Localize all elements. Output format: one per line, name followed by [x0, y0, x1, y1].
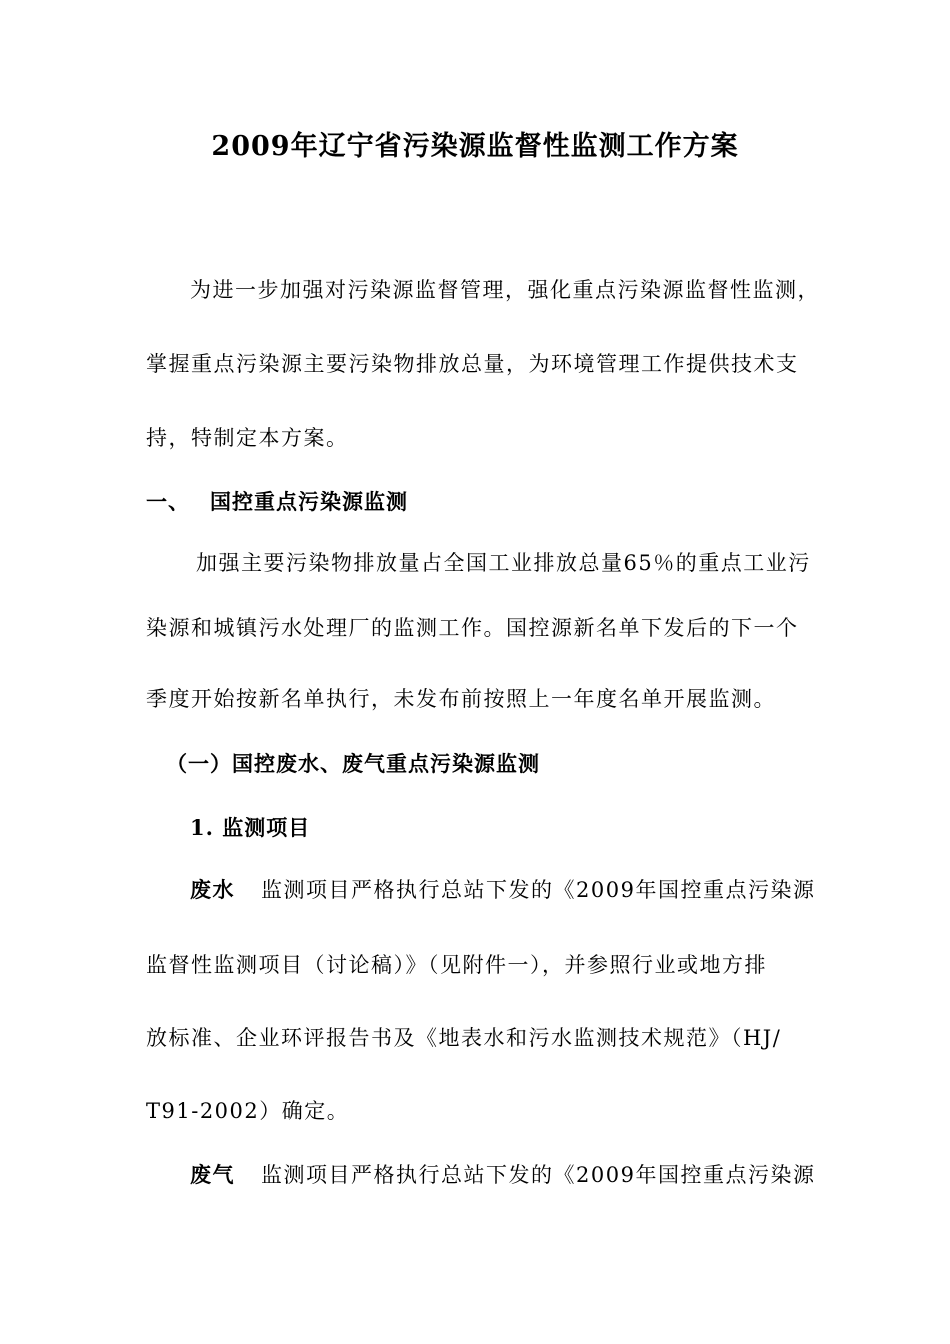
section-1-heading — [146, 488, 408, 516]
section-1-body-line-1: 加强主要污染物排放量占全国工业排放总量65％的重点工业污 — [196, 551, 811, 575]
intro-line-2: 掌握重点污染源主要污染物排放总量，为环境管理工作提供技术支 — [146, 352, 799, 376]
intro-line-3: 持，特制定本方案。 — [146, 426, 349, 450]
intro-line-1: 为进一步加强对污染源监督管理，强化重点污染源监督性监测， — [190, 278, 820, 302]
section-1-body-line-3: 季度开始按新名单执行，未发布前按照上一年度名单开展监测。 — [146, 687, 776, 711]
wastewater-line-1 — [190, 876, 815, 904]
section-1-body-line-2: 染源和城镇污水处理厂的监测工作。国控源新名单下发后的下一个 — [146, 616, 799, 640]
wastewater-line-2: 监督性监测项目（讨论稿）》（见附件一），并参照行业或地方排 — [146, 953, 767, 977]
subsection-1-heading: （一）国控废水、废气重点污染源监测 — [166, 751, 540, 776]
wastegas-line-1 — [190, 1161, 815, 1189]
wastegas-label: 废气 — [190, 1162, 235, 1187]
wastewater-line-3: 放标准、企业环评报告书及《地表水和污水监测技术规范》（HJ/ — [146, 1026, 782, 1050]
wastewater-label: 废水 — [190, 877, 235, 902]
wastegas-text-1: 监测项目严格执行总站下发的《2009年国控重点污染源 — [261, 1163, 816, 1187]
document-title: 2009年辽宁省污染源监督性监测工作方案 — [211, 131, 739, 162]
wastewater-line-4: T91-2002）确定。 — [146, 1099, 350, 1123]
section-1-title: 国控重点污染源监测 — [210, 489, 408, 514]
wastewater-text-1: 监测项目严格执行总站下发的《2009年国控重点污染源 — [261, 878, 816, 902]
section-1-number: 一、 — [146, 489, 190, 514]
item-1-heading: 1. 监测项目 — [190, 815, 311, 840]
